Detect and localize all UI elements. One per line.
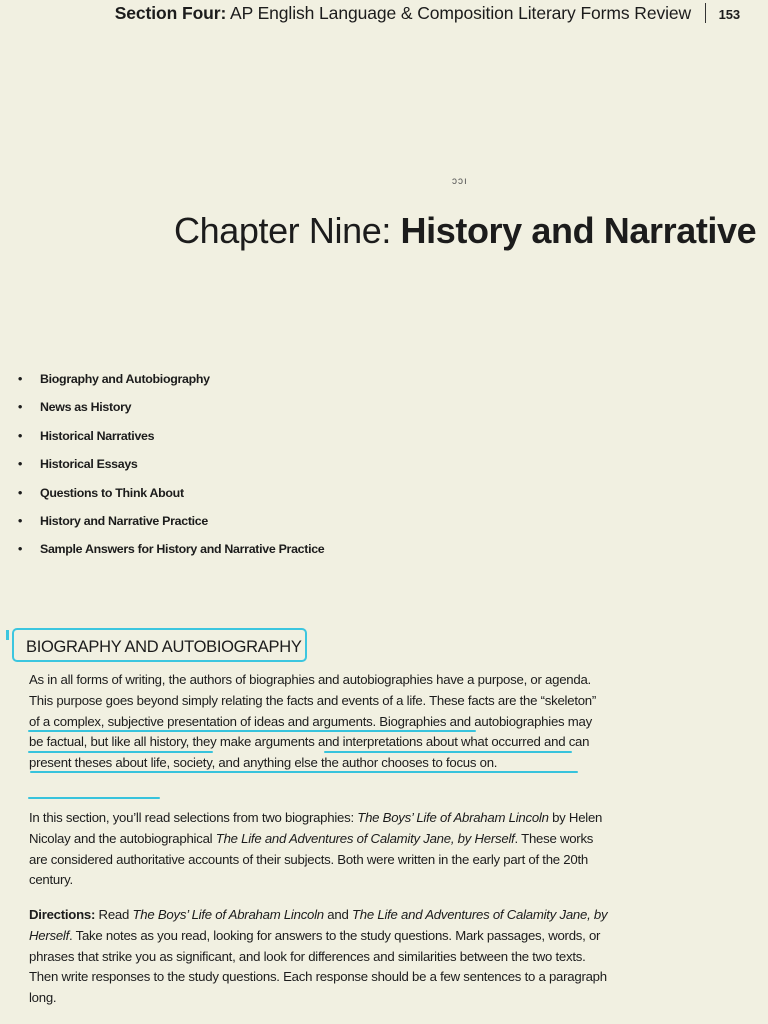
- highlighter-mark: [6, 630, 9, 640]
- text-run: by Helen Nicolay and the autobiographical: [29, 810, 603, 846]
- text-run: Read: [95, 907, 133, 922]
- book-title: The Life and Adventures of Calamity Jane, by Herself: [29, 907, 608, 943]
- section-heading: BIOGRAPHY AND AUTOBIOGRAPHY: [12, 628, 307, 662]
- text-run: and: [323, 907, 352, 922]
- bullet-icon: •: [18, 428, 23, 443]
- bullet-icon: •: [18, 457, 23, 472]
- book-title: The Life and Adventures of Calamity Jane, by Herself: [215, 830, 515, 846]
- book-title: The Boys’ Life of Abraham Lincoln: [132, 907, 324, 922]
- text-run: In this section, you’ll read selections from two biographies:: [29, 810, 358, 825]
- highlight-underline: [30, 771, 578, 773]
- chapter-number: Chapter Nine:: [174, 210, 391, 251]
- chapter-title: [174, 210, 756, 252]
- chapter-contents-list: [18, 372, 324, 571]
- bullet-icon: •: [18, 513, 23, 528]
- paragraph-selections: [29, 808, 609, 891]
- highlight-underline: [28, 751, 213, 753]
- list-item-label: Sample Answers for History and Narrative Practice: [40, 542, 325, 557]
- section-label: Section Four:: [114, 3, 227, 23]
- list-item: [18, 457, 324, 485]
- book-title: The Boys’ Life of Abraham Lincoln: [357, 810, 549, 825]
- chapter-topic: History and Narrative: [400, 210, 757, 251]
- bullet-icon: •: [18, 400, 23, 415]
- list-item: [18, 372, 324, 400]
- bullet-icon: •: [18, 372, 23, 386]
- bullet-icon: •: [18, 542, 23, 557]
- highlight-underline: [28, 797, 160, 799]
- list-item-label: History and Narrative Practice: [40, 513, 208, 528]
- running-header: [115, 3, 740, 24]
- list-item: [18, 400, 324, 428]
- paragraph-directions: [29, 905, 609, 1009]
- page-number: 153: [718, 7, 740, 22]
- list-item-label: Historical Narratives: [40, 428, 155, 443]
- header-divider: [705, 3, 706, 23]
- highlight-underline: [28, 730, 476, 732]
- text-run: . These works are considered authoritative accounts of their subjects. Both were written in the early part of the 20th century.: [29, 830, 594, 888]
- list-item-label: Questions to Think About: [40, 485, 184, 500]
- list-item-label: Biography and Autobiography: [40, 372, 210, 386]
- highlight-underline: [324, 751, 572, 753]
- list-item: [18, 429, 324, 457]
- list-item-label: Historical Essays: [40, 457, 138, 472]
- list-item-label: News as History: [40, 400, 132, 415]
- list-item: [18, 486, 324, 514]
- text-run: . Take notes as you read, looking for answers to the study questions. Mark passages, words, or phrases that strike you as significant, and look for differences and similarities between the two texts. Then write responses to the study questions. Each response should be a few sentences to a paragraph long.: [29, 927, 607, 1006]
- list-item: [18, 542, 324, 570]
- directions-label: Directions:: [29, 907, 96, 922]
- paragraph-intro: As in all forms of writing, the authors of biographies and autobiographies have a purpose, or agenda. This purpose goes beyond simply relating the facts and events of a life. These facts are the “skeleton” of a complex, subjective presentation of ideas and arguments. Biographies and autobiographies may be factual, but like all history, they make arguments and interpretations about what occurred and can present theses about life, society, and anything else the author chooses to focus on.: [29, 672, 597, 771]
- list-item: [18, 514, 324, 542]
- scan-artifact-mark: ɔɔı: [452, 176, 468, 187]
- bullet-icon: •: [18, 485, 23, 500]
- section-title: AP English Language & Composition Literary Forms Review: [230, 3, 692, 23]
